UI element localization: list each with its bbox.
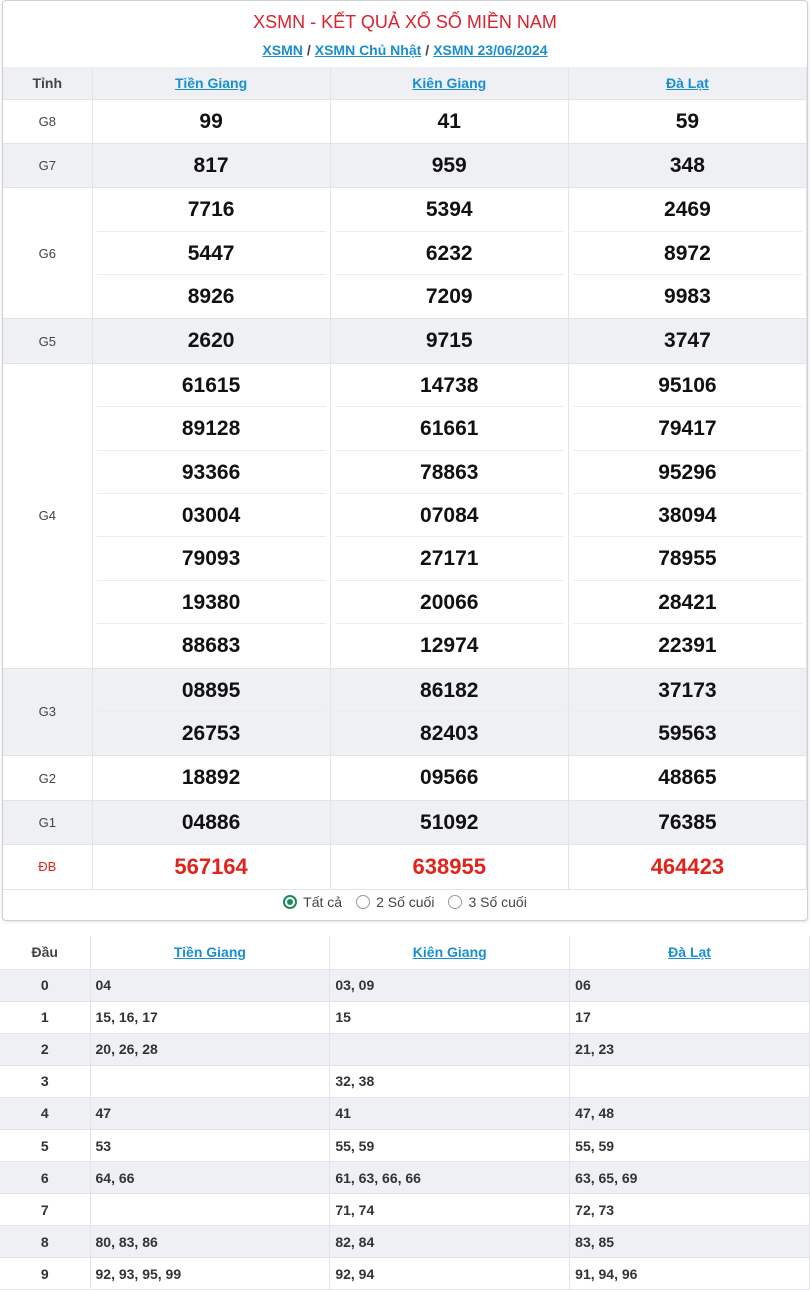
head-digit: 7: [0, 1194, 90, 1226]
prize-number: 78955: [573, 537, 802, 580]
head-digit-row: [0, 1097, 810, 1129]
prize-number: 6232: [335, 232, 564, 275]
prize-number: 348: [669, 153, 705, 177]
prize-number: 7716: [97, 188, 326, 231]
prize-number: 22391: [658, 634, 717, 658]
prize-row: [3, 319, 807, 363]
breadcrumb-separator: /: [306, 42, 311, 58]
prize-number: 82403: [420, 721, 479, 745]
prize-cell: [92, 845, 330, 889]
prize-number: 817: [193, 153, 229, 177]
prize-row: [3, 756, 807, 800]
tail-numbers-cell: 21, 23: [570, 1033, 810, 1065]
tail-numbers-cell: 92, 93, 95, 99: [90, 1258, 330, 1290]
head-digit: 0: [0, 969, 90, 1001]
tail-numbers-cell: 15, 16, 17: [90, 1001, 330, 1033]
prize-number: 89128: [97, 407, 326, 450]
radio-checked-icon: [283, 895, 297, 909]
prize-row: [3, 99, 807, 143]
prize-cell: [92, 188, 330, 319]
breadcrumb: [3, 41, 807, 65]
filter-label: Tất cả: [303, 894, 343, 910]
breadcrumb-link-xsmn[interactable]: XSMN: [262, 42, 303, 58]
tail-numbers-cell: 04: [90, 969, 330, 1001]
prize-cell: [330, 188, 568, 319]
prize-cell: [568, 143, 806, 187]
digit-filter-group: [3, 885, 807, 919]
head-digit-row: [0, 1194, 810, 1226]
tail-numbers-cell: 80, 83, 86: [90, 1226, 330, 1258]
prize-number: 26753: [181, 721, 241, 745]
prize-number: 86182: [335, 669, 564, 712]
prize-label: G4: [3, 363, 92, 668]
head-digit-row: [0, 969, 810, 1001]
province-link[interactable]: Kiên Giang: [412, 74, 487, 91]
prize-cell: [568, 668, 806, 756]
prize-cell: [330, 668, 568, 756]
breadcrumb-separator: /: [425, 42, 430, 58]
prize-cell: [92, 668, 330, 756]
tail-numbers-cell: 20, 26, 28: [90, 1033, 330, 1065]
prize-number: 19380: [97, 581, 326, 624]
prize-number: 12974: [420, 634, 479, 658]
tail-numbers-cell: 91, 94, 96: [570, 1258, 810, 1290]
tail-numbers-cell: 55, 59: [330, 1129, 570, 1161]
head-digit: 8: [0, 1226, 90, 1258]
prize-number: 9715: [425, 329, 473, 353]
prize-label: G5: [3, 319, 92, 363]
head-digit: 4: [0, 1097, 90, 1129]
tail-numbers-cell: 06: [570, 969, 810, 1001]
prize-number: 41: [437, 109, 461, 133]
tail-numbers-cell: [90, 1065, 330, 1097]
prize-cell: [330, 143, 568, 187]
head-digit: 2: [0, 1033, 90, 1065]
prize-cell: [568, 188, 806, 319]
head-digit-row: [0, 1258, 810, 1290]
prize-number: 959: [431, 153, 467, 177]
head-digit: 6: [0, 1162, 90, 1194]
prize-number: 9983: [664, 285, 711, 309]
special-prize-number: 638955: [412, 854, 486, 880]
filter-label: 3 Số cuối: [468, 894, 527, 910]
prize-number: 28421: [573, 581, 802, 624]
tail-numbers-cell: 53: [90, 1129, 330, 1161]
prize-cell: [330, 319, 568, 363]
head-digit: 5: [0, 1129, 90, 1161]
prize-number: 76385: [658, 810, 717, 834]
province-header: [570, 936, 810, 969]
province-header: [330, 67, 568, 99]
prize-number: 61661: [335, 407, 564, 450]
results-table: [3, 67, 807, 890]
prize-label: G8: [3, 99, 92, 143]
prize-number: 61615: [97, 364, 326, 407]
head-digit-row: [0, 1065, 810, 1097]
province-header: [568, 67, 806, 99]
province-link[interactable]: Tiền Giang: [173, 944, 246, 961]
filter-last3-radio[interactable]: [448, 894, 526, 910]
tail-numbers-cell: 64, 66: [90, 1162, 330, 1194]
prize-number: 2620: [187, 329, 235, 353]
prize-number: 04886: [181, 810, 241, 834]
tail-numbers-cell: 72, 73: [570, 1194, 810, 1226]
prize-number: 78863: [335, 451, 564, 494]
tail-numbers-cell: 32, 38: [330, 1065, 570, 1097]
prize-cell: [330, 845, 568, 889]
tail-numbers-cell: 92, 94: [330, 1258, 570, 1290]
prize-label: G1: [3, 800, 92, 844]
prize-number: 03004: [97, 494, 326, 537]
prize-cell: [568, 756, 806, 800]
head-digit: 3: [0, 1065, 90, 1097]
head-digit: 1: [0, 1001, 90, 1033]
prize-number: 7209: [425, 285, 473, 309]
tail-numbers-cell: 47: [90, 1097, 330, 1129]
breadcrumb-link-date[interactable]: XSMN 23/06/2024: [433, 42, 548, 58]
prize-number: 08895: [97, 669, 326, 712]
head-digit-table: [0, 936, 810, 1290]
prize-number: 93366: [97, 451, 326, 494]
prize-number: 2469: [573, 188, 802, 231]
prize-number: 18892: [181, 766, 241, 790]
prize-cell: [92, 99, 330, 143]
prize-number: 37173: [573, 669, 802, 712]
prize-row: [3, 845, 807, 889]
prize-number: 5447: [97, 232, 326, 275]
prize-row: [3, 668, 807, 756]
head-digit-row: [0, 1226, 810, 1258]
prize-label: ĐB: [3, 845, 92, 889]
prize-number: 27171: [335, 537, 564, 580]
province-link[interactable]: Đà Lạt: [666, 74, 709, 91]
head-digit-row: [0, 1033, 810, 1065]
prize-row: [3, 363, 807, 668]
prize-number: 38094: [573, 494, 802, 537]
tail-numbers-cell: 55, 59: [570, 1129, 810, 1161]
head-digit-row: [0, 1001, 810, 1033]
prize-label: G6: [3, 188, 92, 319]
tail-numbers-cell: 83, 85: [570, 1226, 810, 1258]
prize-number: 95296: [573, 451, 802, 494]
prize-label: G3: [3, 668, 92, 756]
prize-row: [3, 143, 807, 187]
prize-number: 5394: [335, 188, 564, 231]
tail-numbers-cell: 47, 48: [570, 1097, 810, 1129]
prize-cell: [92, 319, 330, 363]
head-digit: 9: [0, 1258, 90, 1290]
prize-number: 8926: [187, 285, 235, 309]
tail-numbers-cell: 41: [330, 1097, 570, 1129]
prize-number: 88683: [181, 634, 241, 658]
prize-cell: [330, 756, 568, 800]
prize-cell: [92, 143, 330, 187]
tail-numbers-cell: 82, 84: [330, 1226, 570, 1258]
prize-cell: [568, 319, 806, 363]
province-link[interactable]: Tiền Giang: [175, 74, 248, 91]
filter-last2-radio[interactable]: [356, 894, 434, 910]
prize-row: [3, 188, 807, 319]
prize-number: 07084: [335, 494, 564, 537]
province-column-header: Tỉnh: [3, 67, 92, 99]
tail-numbers-cell: 71, 74: [330, 1194, 570, 1226]
prize-label: G7: [3, 143, 92, 187]
prize-cell: [568, 845, 806, 889]
province-header: [92, 67, 330, 99]
prize-number: 09566: [420, 766, 479, 790]
prize-cell: [568, 800, 806, 844]
prize-number: 99: [199, 109, 223, 133]
province-header: [330, 936, 570, 969]
prize-number: 14738: [335, 364, 564, 407]
radio-unchecked-icon: [448, 895, 462, 909]
tail-numbers-cell: 15: [330, 1001, 570, 1033]
page-title: XSMN - KẾT QUẢ XỔ SỐ MIỀN NAM: [253, 12, 557, 32]
head-digit-column-header: Đầu: [0, 936, 90, 969]
province-header: [90, 936, 330, 969]
prize-number: 48865: [658, 766, 717, 790]
prize-cell: [568, 363, 806, 668]
head-digit-header-row: [0, 936, 810, 969]
prize-number: 20066: [335, 581, 564, 624]
province-link[interactable]: Kiên Giang: [412, 944, 487, 961]
prize-cell: [330, 363, 568, 668]
results-header-row: [3, 67, 807, 99]
breadcrumb-link-weekday[interactable]: XSMN Chủ Nhật: [314, 42, 422, 58]
tail-numbers-cell: [90, 1194, 330, 1226]
prize-cell: [568, 99, 806, 143]
filter-all-radio[interactable]: [283, 894, 342, 910]
prize-number: 59563: [658, 721, 717, 745]
prize-number: 79093: [97, 537, 326, 580]
tail-numbers-cell: 61, 63, 66, 66: [330, 1162, 570, 1194]
tail-numbers-cell: [330, 1033, 570, 1065]
head-digit-row: [0, 1162, 810, 1194]
prize-cell: [330, 800, 568, 844]
special-prize-number: 567164: [174, 854, 248, 880]
results-card: [2, 0, 808, 921]
tail-numbers-cell: 17: [570, 1001, 810, 1033]
prize-cell: [330, 99, 568, 143]
tail-numbers-cell: [570, 1065, 810, 1097]
prize-number: 59: [675, 109, 700, 133]
prize-number: 79417: [573, 407, 802, 450]
tail-numbers-cell: 03, 09: [330, 969, 570, 1001]
prize-cell: [92, 800, 330, 844]
prize-number: 95106: [573, 364, 802, 407]
province-link[interactable]: Đà Lạt: [668, 944, 711, 961]
head-digit-row: [0, 1129, 810, 1161]
prize-number: 8972: [573, 232, 802, 275]
prize-number: 51092: [420, 810, 479, 834]
prize-row: [3, 800, 807, 844]
special-prize-number: 464423: [650, 854, 725, 880]
prize-number: 3747: [664, 329, 711, 353]
filter-label: 2 Số cuối: [376, 894, 435, 910]
tail-numbers-cell: 63, 65, 69: [570, 1162, 810, 1194]
prize-cell: [92, 363, 330, 668]
prize-label: G2: [3, 756, 92, 800]
radio-unchecked-icon: [356, 895, 370, 909]
prize-cell: [92, 756, 330, 800]
